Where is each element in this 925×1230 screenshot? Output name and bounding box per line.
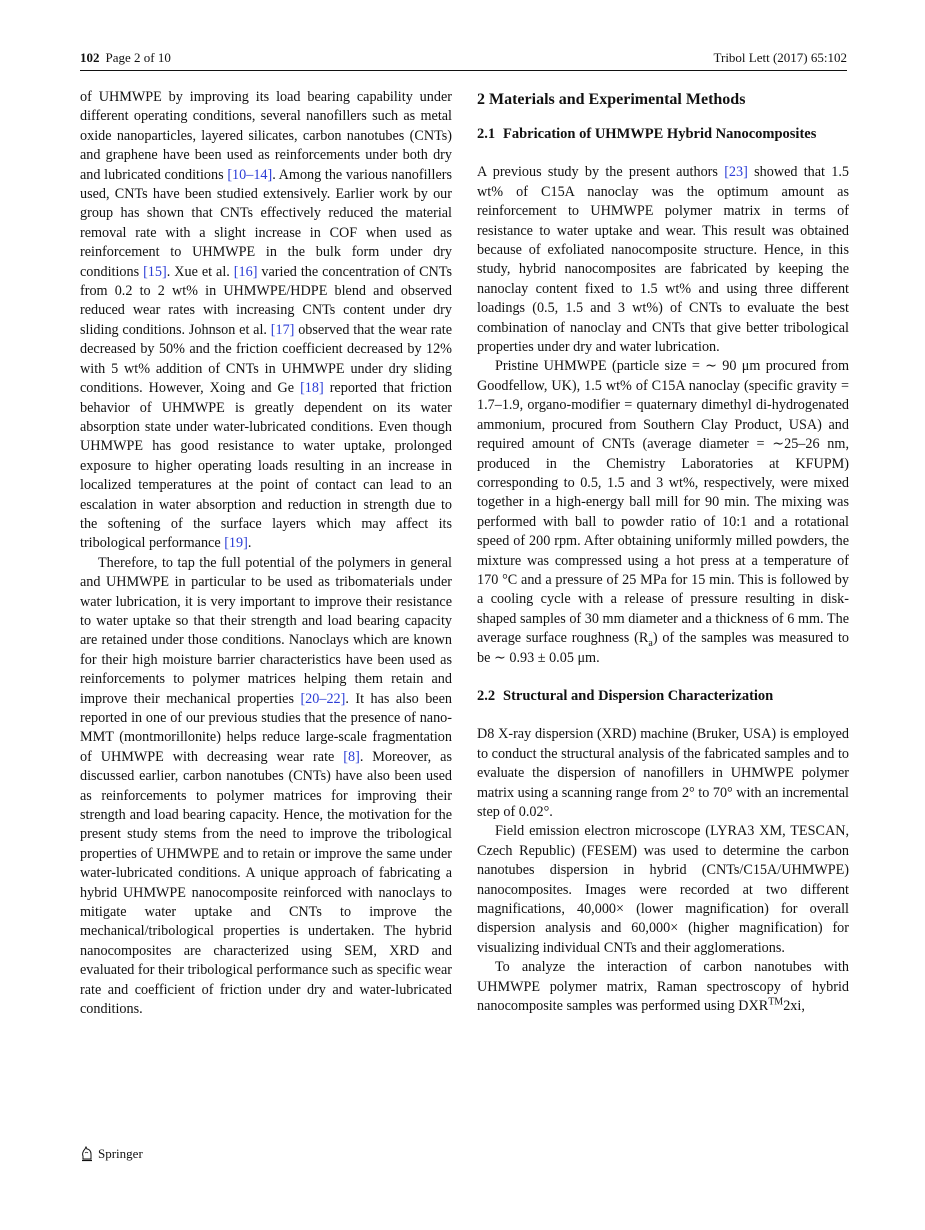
citation-link[interactable]: [8]: [343, 748, 360, 765]
citation-link[interactable]: [15]: [143, 263, 167, 280]
subsection-title: Fabrication of UHMWPE Hybrid Nanocomposites: [503, 126, 817, 142]
text: observed that the wear rate decreased by 50% and the friction coefficient decreased by 12% with 5 wt% addition of CNTs in UHMWPE under dry sliding conditions. However, Xoing and Ge: [80, 321, 452, 397]
text: . It has also been reported in one of our previous studies that the presence of nano-MMT (montmorillonite) helps reduce large-scale fragmentation of UHMWPE with decreasing wear rate: [80, 690, 452, 765]
citation-link[interactable]: [19]: [224, 535, 248, 552]
page-of: Page 2 of 10: [105, 50, 171, 65]
page-number: 102: [80, 50, 100, 65]
journal-reference: Tribol Lett (2017) 65:102: [713, 50, 847, 65]
text: varied the concentration of CNTs from 0.2 to 2 wt% in UHMWPE/HDPE blend and observed reduced wear rates with increasing CNTs content under dry sliding conditions. Johnson et al.: [80, 263, 452, 338]
springer-knight-icon: [80, 1146, 94, 1162]
citation-link[interactable]: [17]: [270, 321, 295, 338]
citation-link[interactable]: [18]: [300, 380, 324, 397]
text: Pristine UHMWPE (particle size = ∼ 90 μm procured from Goodfellow, UK), 1.5 wt% of C15A nanoclay (specific gravity = 1.7–1.9, organo-modifier = quaternary dimethyl di-hydrogenated ammonium, procured from Southern Clay Product, USA) and required amount of CNTs (average diameter = ∼25–26 nm, produced in the Chemistry Laboratories at KFUPM) corresponding to 0.5, 1.5 and 3 wt%, respectively, were mixed together in a high-energy ball mill for 90 min. The mixing was performed with ball to powder ratio of 10:1 and a rotational speed of 200 rpm. After obtaining uniformly milled powders, the mixture was compressed using a hot press at a temperature of 170 °C and a pressure of 25 MPa for 15 min. This is followed by a cooling cycle with a release of pressure resulting in disk-shaped samples of 30 mm diameter and a thickness of 6 mm. The average surface roughness (R: [477, 358, 849, 647]
text: showed that 1.5 wt% of C15A nanoclay was the optimum amount as reinforcement to UHMWPE polymer matrix in terms of resistance to water uptake and wear. This result was obtained because of exfoliated nanocomposite structure. Hence, in this study, hybrid nanocomposites are fabricated by keeping the nanoclay content fixed to 1.5 wt% and using three different loadings (0.5, 1.5 and 3 wt%) of CNTs to evaluate the best combination of nanoclay and CNTs that give better tribological properties under dry and water lubrication.: [477, 164, 849, 356]
right-column: [477, 88, 849, 1016]
left-column: [80, 88, 452, 1020]
citation-link[interactable]: [20–22]: [300, 690, 346, 707]
text: . Xue et al.: [166, 263, 234, 280]
paragraph-fabrication-1: [477, 163, 849, 357]
text: . Among the various nanofillers used, CNTs have been studied extensively. Earlier work by our group has shown that CNTs effectively reduced the material removal rate with a slight increase in COF when used as reinforcement to UHMWPE in the bulk form under dry conditions: [80, 166, 452, 280]
subsection-heading-2-1: [477, 125, 849, 144]
text: .: [247, 535, 252, 552]
paragraph-raman: [477, 958, 849, 1016]
header-rule: [80, 70, 847, 71]
superscript: TM: [768, 996, 784, 1008]
header-left: [80, 50, 171, 66]
section-heading-2: 2 Materials and Experimental Methods: [477, 91, 746, 108]
text: A previous study by the present authors: [477, 164, 725, 181]
paragraph-fabrication-2: [477, 357, 849, 668]
publisher-name: Springer: [98, 1146, 143, 1161]
subsection-number: 2.2: [477, 687, 496, 704]
text: To analyze the interaction of carbon nanotubes with UHMWPE polymer matrix, Raman spectroscopy of hybrid nanocomposite samples was performed using DXR: [477, 959, 849, 1015]
text: of UHMWPE by improving its load bearing capability under different operating conditions, several nanofillers such as metal oxide nanoparticles, layered silicates, carbon nanotubes (CNTs) and graphene have been used as reinforcements under both dry and lubricated conditions: [80, 89, 452, 183]
subscript: a: [648, 637, 653, 649]
paragraph-fesem: Field emission electron microscope (LYRA3 XM, TESCAN, Czech Republic) (FESEM) was used to determine the carbon nanotubes dispersion in hybrid (CNTs/C15A/UHMWPE) nanocomposites. Images were recorded at two different magnifications, 40,000× (lower magnification) for overall dispersion analysis and 60,000× (higher magnification) for visualizing individual CNTs and their agglomerations.: [477, 823, 849, 956]
subsection-title: Structural and Dispersion Characterization: [503, 687, 774, 704]
citation-link[interactable]: [23]: [724, 164, 748, 181]
text: . Moreover, as discussed earlier, carbon nanotubes (CNTs) have also been used as reinforcements to polymer matrices for improving their strength and load bearing capacity. Hence, the motivation for the present study stems from the need to improve the tribological properties of UHMWPE and to retain or improve the same under water-lubricated conditions. A unique approach of fabricating a hybrid UHMWPE nanocomposite reinforced with nanoclays to mitigate water uptake and CNTs to improve the mechanical/tribological properties is undertaken. The hybrid nanocomposites are characterized using SEM, XRD and evaluated for their tribological performance such as specific wear rate and coefficient of friction under dry and water-lubricated conditions.: [80, 748, 452, 1018]
paragraph-xrd: D8 X-ray dispersion (XRD) machine (Bruker, USA) is employed to conduct the structural analysis of the fabricated samples and to evaluate the dispersion of nanofillers in UHMWPE polymer matrix using a scanning range from 2° to 70° with an incremental step of 0.02°.: [477, 726, 849, 820]
publisher-footer: [80, 1146, 143, 1162]
paragraph-intro-continued: [80, 88, 452, 554]
paragraph-motivation: [80, 554, 452, 1020]
subsection-heading-2-2: [477, 687, 849, 706]
running-header: [80, 50, 847, 70]
text: 2xi,: [783, 998, 805, 1015]
text: ) of the samples was measured to be ∼ 0.93 ± 0.05 μm.: [477, 630, 850, 666]
citation-link[interactable]: [10–14]: [227, 166, 273, 183]
text: reported that friction behavior of UHMWPE is greatly dependent on its water absorption state under water-lubricated conditions. Even though UHMWPE has good resistance to water uptake, prolonged exposure to higher operating loads resulting in an increase in localized temperatures at the point of contact can lead to an escalation in water absorption and reduction in strength due to the softening of the surface layers which may affect its tribological performance: [80, 380, 452, 552]
citation-link[interactable]: [16]: [233, 263, 258, 280]
subsection-number: 2.1: [477, 126, 496, 142]
text: Therefore, to tap the full potential of the polymers in general and UHMWPE in particular to be used as tribomaterials under water lubrication, it is very important to improve their resistance to water uptake so that their strength and load bearing capacity are retained under those conditions. Nanoclays which are known for their high moisture barrier characteristics have been used as reinforcements to polymer matrices helping them retain and improve their mechanical properties: [80, 554, 452, 707]
